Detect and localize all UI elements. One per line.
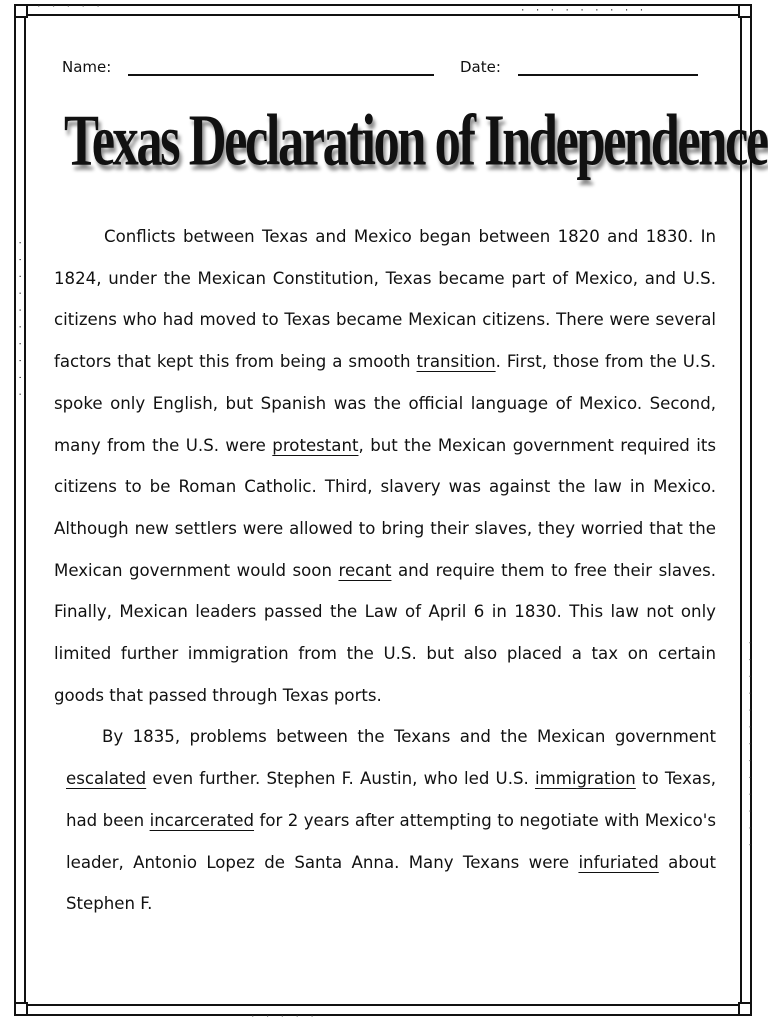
page-title: Texas Declaration of Independence — [64, 99, 767, 181]
reading-passage — [54, 216, 716, 925]
name-label: Name: — [62, 58, 112, 76]
border-dots-top-left: · · · · · — [36, 2, 103, 12]
border-dots-bottom: · · · · · — [250, 1012, 317, 1022]
paragraph-text: about Stephen F. — [66, 852, 717, 914]
paragraph-text: even further. Stephen F. Austin, who led U.S. — [146, 769, 535, 789]
name-date-header — [62, 56, 712, 82]
vocab-term: transition — [416, 352, 496, 372]
paragraph-text: for 2 years after attempting to negotiate with Mexico's leader, Antonio Lopez de Santa Anna. Many Texans were — [66, 810, 716, 872]
paragraph-text: Conflicts between Texas and Mexico began between 1820 and 1830. In 1824, under the Mexican Constitution, Texas became part of Mexico, and U.S. citizens who had moved to Texas became Mexican citizens. There were several factors that kept this from being a smooth — [54, 227, 716, 372]
date-blank-line[interactable] — [518, 74, 698, 76]
border-dots-top-right: · · · · · · · · · — [520, 6, 647, 16]
corner-ornament-bottom-right — [738, 1002, 752, 1016]
date-label: Date: — [460, 58, 501, 76]
vocab-term: incarcerated — [149, 810, 255, 830]
paragraph-text: . First, those from the U.S. spoke only English, but Spanish was the official language of Mexico. Second, many from the U.S. were — [54, 352, 717, 455]
vocab-term: escalated — [66, 769, 147, 789]
paragraph-text: By 1835, problems between the Texans and the Mexican government — [102, 727, 716, 747]
paragraph-text: to Texas, had been — [66, 769, 716, 830]
paragraph-2 — [66, 716, 716, 925]
corner-ornament-bottom-left — [14, 1002, 28, 1016]
vocab-term: recant — [338, 560, 392, 580]
vocab-term: infuriated — [578, 852, 659, 872]
border-dots-right: · · · · · · · · · · · · · — [744, 640, 754, 851]
corner-ornament-top-left — [14, 4, 28, 18]
vocab-term: protestant — [272, 435, 359, 455]
corner-ornament-top-right — [738, 4, 752, 18]
paragraph-1 — [54, 216, 716, 716]
name-blank-line[interactable] — [128, 74, 434, 76]
vocab-term: immigration — [534, 769, 636, 789]
paragraph-text: and require them to free their slaves. Finally, Mexican leaders passed the Law of April 6 in 1830. This law not only limited further immigration from the U.S. but also placed a tax on certain goods that passed through Texas ports. — [54, 560, 716, 705]
border-dots-left: · · · · · · · · · · — [14, 240, 24, 400]
paragraph-text: , but the Mexican government required its citizens to be Roman Catholic. Third, slavery was against the law in Mexico. Although new settlers were allowed to bring their slaves, they worried that the Mexican government would soon — [54, 435, 716, 580]
